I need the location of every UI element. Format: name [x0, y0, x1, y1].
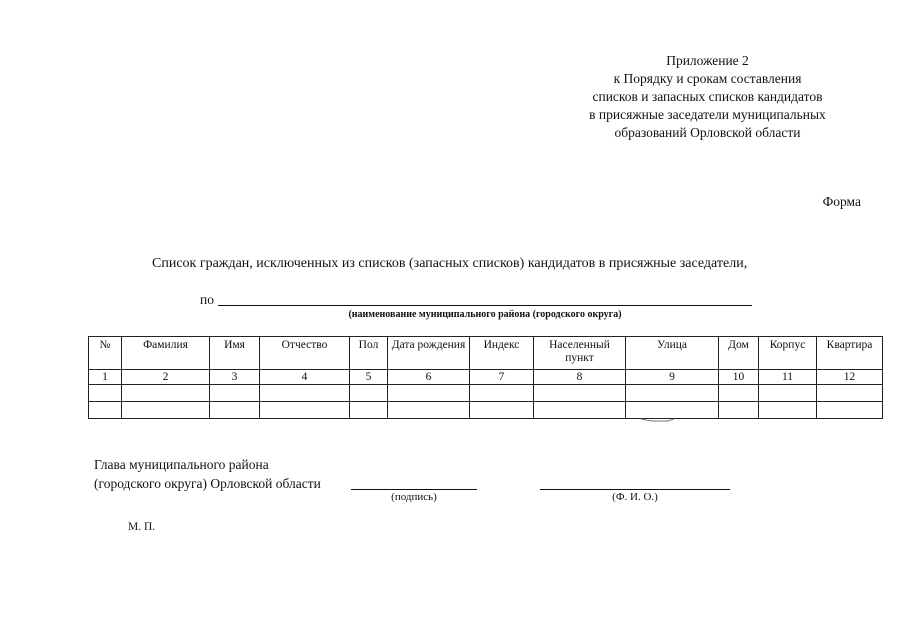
table-cell: 10: [719, 370, 759, 385]
table-cell: 11: [759, 370, 817, 385]
signature-block: [94, 455, 321, 493]
table-cell: 4: [260, 370, 350, 385]
col-header-street: Улица: [626, 337, 719, 370]
table-cell: [122, 402, 210, 419]
table-cell: 6: [388, 370, 470, 385]
form-label: Форма: [822, 194, 861, 209]
col-header-apartment: Квартира: [817, 337, 883, 370]
signature-line: [351, 489, 477, 490]
table-cell: [350, 385, 388, 402]
table-cell: [470, 385, 534, 402]
citizens-table: [88, 336, 883, 419]
po-label: по: [200, 292, 214, 307]
table-cell: 1: [89, 370, 122, 385]
table-cell: 2: [122, 370, 210, 385]
seal-place-label: М. П.: [128, 521, 156, 533]
table-row: [89, 385, 883, 402]
col-header-sex: Пол: [350, 337, 388, 370]
table-cell: 12: [817, 370, 883, 385]
table-cell: [626, 402, 719, 419]
table-cell: [260, 385, 350, 402]
table-cell: [759, 402, 817, 419]
table-cell: [719, 385, 759, 402]
full-name-line: [540, 489, 730, 490]
annex-line: Приложение 2: [666, 53, 749, 68]
table-cell: [350, 402, 388, 419]
annex-block: [555, 52, 860, 142]
col-header-house: Дом: [719, 337, 759, 370]
signature-title-line2: (городского округа) Орловской области: [94, 476, 321, 491]
table-cell: 9: [626, 370, 719, 385]
col-header-locality: Населенный пункт: [534, 337, 626, 370]
scan-artifact-mark: [640, 417, 676, 423]
signature-caption: (подпись): [391, 491, 437, 503]
table-cell: [89, 385, 122, 402]
col-header-building: Корпус: [759, 337, 817, 370]
table-number-row: [89, 370, 883, 385]
signature-title-line1: Глава муниципального района: [94, 457, 269, 472]
table-header-row: [89, 337, 883, 370]
annex-line: списков и запасных списков кандидатов: [592, 89, 823, 104]
table-cell: [89, 402, 122, 419]
table-cell: 5: [350, 370, 388, 385]
table-cell: 3: [210, 370, 260, 385]
table-cell: [817, 385, 883, 402]
col-header-index: Индекс: [470, 337, 534, 370]
table-row: [89, 402, 883, 419]
district-name-caption: (наименование муниципального района (городского округа): [348, 309, 622, 320]
table-cell: [122, 385, 210, 402]
annex-line: в присяжные заседатели муниципальных: [589, 107, 826, 122]
table-cell: [534, 385, 626, 402]
annex-line: к Порядку и срокам составления: [613, 71, 802, 86]
annex-line: образований Орловской области: [614, 125, 801, 140]
table-cell: [260, 402, 350, 419]
table-cell: [817, 402, 883, 419]
table-cell: [534, 402, 626, 419]
table-cell: [719, 402, 759, 419]
document-title: Список граждан, исключенных из списков (запасных списков) кандидатов в присяжные заседатели,: [152, 256, 748, 271]
table-cell: [388, 385, 470, 402]
col-header-number: №: [89, 337, 122, 370]
table-cell: [388, 402, 470, 419]
table-cell: [210, 385, 260, 402]
full-name-caption: (Ф. И. О.): [612, 491, 658, 503]
col-header-birthdate: Дата рождения: [388, 337, 470, 370]
table-cell: [626, 385, 719, 402]
table-cell: 8: [534, 370, 626, 385]
col-header-name: Имя: [210, 337, 260, 370]
district-name-line: [218, 305, 752, 306]
table-cell: 7: [470, 370, 534, 385]
table-cell: [759, 385, 817, 402]
col-header-surname: Фамилия: [122, 337, 210, 370]
table-cell: [210, 402, 260, 419]
col-header-patronymic: Отчество: [260, 337, 350, 370]
table-cell: [470, 402, 534, 419]
